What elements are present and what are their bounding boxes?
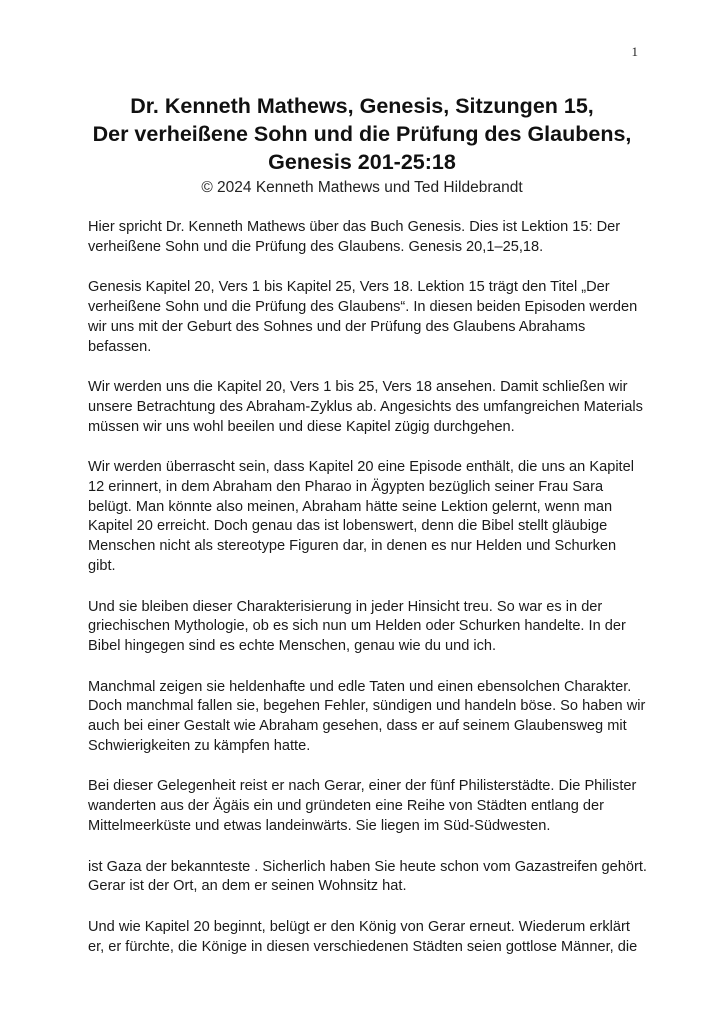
- paragraph-line: wir uns mit der Geburt des Sohnes und der Prüfung des Glaubens Abrahams: [88, 318, 586, 335]
- body-paragraph: [88, 278, 648, 357]
- document-header: [60, 92, 664, 198]
- paragraph-line: er, er fürchte, die Könige in diesen verschiedenen Städten seien gottlose Männer, die: [88, 938, 638, 955]
- page-number: 1: [631, 44, 638, 59]
- body-paragraph: [88, 777, 648, 836]
- paragraph-line: Und wie Kapitel 20 beginnt, belügt er den König von Gerar erneut. Wiederum erklärt: [88, 918, 630, 935]
- paragraph-line: Schwierigkeiten zu kämpfen hatte.: [88, 737, 311, 754]
- paragraph-line: Manchmal zeigen sie heldenhafte und edle Taten und einen ebensolchen Charakter.: [88, 678, 632, 695]
- paragraph-line: belügt. Man könnte also meinen, Abraham hätte seine Lektion gelernt, wenn man: [88, 498, 613, 515]
- paragraph-line: Wir werden überrascht sein, dass Kapitel 20 eine Episode enthält, die uns an Kapitel: [88, 459, 634, 476]
- paragraph-line: verheißene Sohn und die Prüfung des Glaubens“. In diesen beiden Episoden werden: [88, 299, 638, 316]
- paragraph-line: Menschen nicht als stereotype Figuren dar, in denen es nur Helden und Schurken: [88, 538, 617, 555]
- document-body: [88, 218, 648, 978]
- paragraph-line: verheißene Sohn und die Prüfung des Glaubens. Genesis 20,1–25,18.: [88, 238, 544, 255]
- paragraph-line: Bei dieser Gelegenheit reist er nach Gerar, einer der fünf Philisterstädte. Die Philister: [88, 778, 637, 795]
- paragraph-line: Mittelmeerküste und etwas landeinwärts. Sie liegen im Süd-Südwesten.: [88, 817, 551, 834]
- paragraph-line: 12 erinnert, in dem Abraham den Pharao in Ägypten bezüglich seiner Frau Sara: [88, 479, 604, 496]
- paragraph-line: Hier spricht Dr. Kenneth Mathews über das Buch Genesis. Dies ist Lektion 15: Der: [88, 219, 621, 235]
- copyright-line: © 2024 Kenneth Mathews und Ted Hildebrandt: [201, 179, 523, 196]
- paragraph-line: ist Gaza der bekannteste . Sicherlich haben Sie heute schon vom Gazastreifen gehört.: [88, 858, 647, 875]
- body-paragraph: [88, 458, 648, 576]
- body-paragraph: [88, 918, 648, 957]
- paragraph-line: Kapitel 20 erreicht. Doch genau das ist lobenswert, denn die Bibel stellt gläubige: [88, 518, 608, 535]
- body-paragraph: [88, 378, 648, 437]
- paragraph-line: griechischen Mythologie, ob es sich nun um Helden oder Schurken handelte. In der: [88, 618, 626, 635]
- paragraph-line: Und sie bleiben dieser Charakterisierung in jeder Hinsicht treu. So war es in der: [88, 598, 603, 615]
- paragraph-line: Genesis Kapitel 20, Vers 1 bis Kapitel 25, Vers 18. Lektion 15 trägt den Titel „Der: [88, 279, 610, 296]
- paragraph-line: Doch manchmal fallen sie, begehen Fehler, sündigen und handeln böse. So haben wir: [88, 698, 646, 715]
- body-paragraph: [88, 678, 648, 757]
- body-paragraph: [88, 858, 648, 897]
- paragraph-line: wanderten aus der Ägäis ein und gründeten eine Reihe von Städten entlang der: [88, 798, 605, 815]
- body-paragraph: [88, 598, 648, 657]
- paragraph-line: Wir werden uns die Kapitel 20, Vers 1 bis 25, Vers 18 ansehen. Damit schließen wir: [88, 379, 628, 396]
- title-line-1: Dr. Kenneth Mathews, Genesis, Sitzungen 15,: [130, 94, 594, 118]
- paragraph-line: Bibel hingegen sind es echte Menschen, genau wie du und ich.: [88, 637, 497, 654]
- paragraph-line: Gerar ist der Ort, an dem er seinen Wohnsitz hat.: [88, 878, 407, 895]
- title-line-2: Der verheißene Sohn und die Prüfung des Glaubens,: [92, 122, 632, 146]
- paragraph-line: gibt.: [88, 557, 116, 574]
- title-line-3: Genesis 201-25:18: [268, 150, 456, 174]
- paragraph-line: unsere Betrachtung des Abraham-Zyklus ab. Angesichts des umfangreichen Materials: [88, 398, 643, 415]
- body-paragraph: [88, 218, 648, 257]
- paragraph-line: müssen wir uns wohl beeilen und diese Kapitel zügig durchgehen.: [88, 418, 515, 435]
- paragraph-line: auch bei einer Gestalt wie Abraham gesehen, dass er auf seinem Glaubensweg mit: [88, 718, 627, 735]
- paragraph-line: befassen.: [88, 338, 152, 355]
